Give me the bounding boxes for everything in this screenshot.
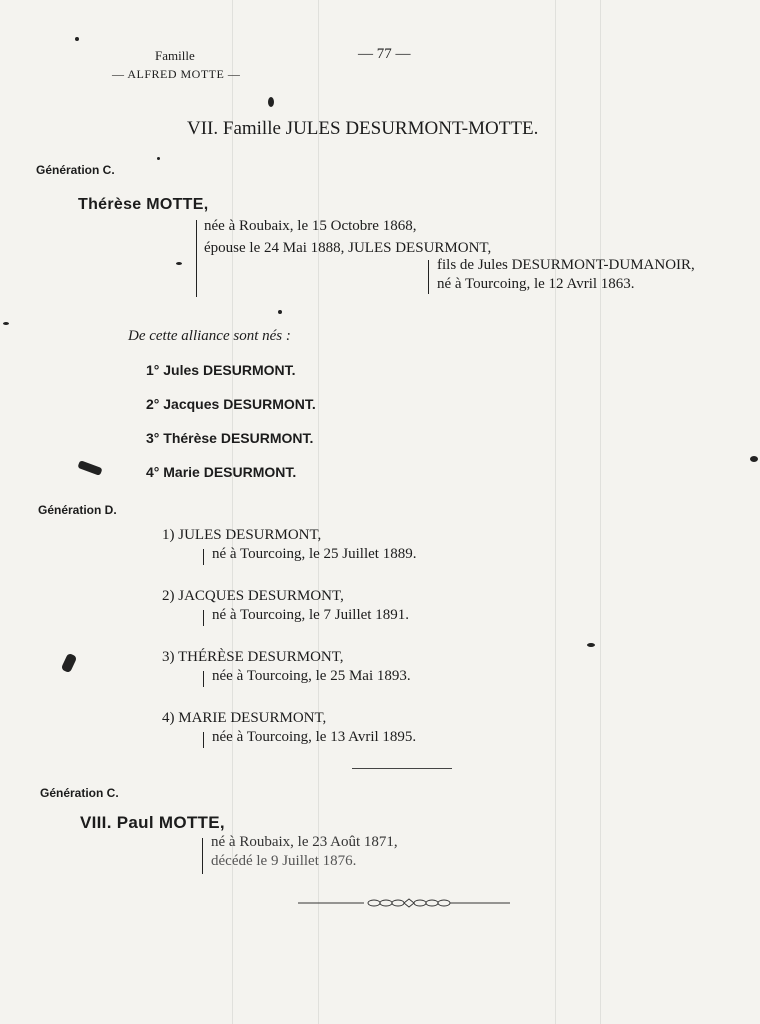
- bracket-line: [203, 549, 204, 565]
- death-record-paul: décédé le 9 Juillet 1876.: [211, 853, 357, 869]
- detail-name: 4) MARIE DESURMONT,: [162, 710, 327, 726]
- bracket-line: [428, 260, 429, 294]
- ornament-divider: [298, 896, 510, 910]
- scan-streak: [600, 0, 601, 1024]
- bracket-line: [203, 671, 204, 687]
- scan-speck: [3, 322, 9, 325]
- child-list-item: 4° Marie DESURMONT.: [146, 464, 297, 480]
- birth-record-paul: né à Roubaix, le 23 Août 1871,: [211, 834, 398, 850]
- scan-streak: [232, 0, 233, 1024]
- bracket-line: [203, 610, 204, 626]
- child-list-item: 1° Jules DESURMONT.: [146, 362, 296, 378]
- spouse-birth: né à Tourcoing, le 12 Avril 1863.: [437, 276, 635, 292]
- header-famille-name: — ALFRED MOTTE —: [112, 67, 241, 81]
- scan-speck: [587, 643, 595, 647]
- generation-c-heading-2: Génération C.: [40, 786, 119, 800]
- section-title-vii: VII. Famille JULES DESURMONT-MOTTE.: [187, 118, 539, 139]
- generation-c-heading: Génération C.: [36, 163, 115, 177]
- scan-speck: [176, 262, 182, 265]
- marriage-record: épouse le 24 Mai 1888, JULES DESURMONT,: [204, 240, 492, 256]
- detail-birth: né à Tourcoing, le 25 Juillet 1889.: [212, 546, 417, 562]
- detail-birth: né à Tourcoing, le 7 Juillet 1891.: [212, 607, 409, 623]
- spouse-parent: fils de Jules DESURMONT-DUMANOIR,: [437, 257, 695, 273]
- scan-speck: [278, 310, 282, 314]
- child-list-item: 3° Thérèse DESURMONT.: [146, 430, 314, 446]
- bracket-line: [202, 838, 203, 874]
- detail-birth: née à Tourcoing, le 25 Mai 1893.: [212, 668, 411, 684]
- person-therese-motte: Thérèse MOTTE,: [78, 196, 209, 213]
- generation-d-heading: Génération D.: [38, 503, 117, 517]
- birth-record: née à Roubaix, le 15 Octobre 1868,: [204, 218, 417, 234]
- scan-speck: [75, 37, 79, 41]
- children-intro: De cette alliance sont nés :: [128, 328, 291, 344]
- child-list-item: 2° Jacques DESURMONT.: [146, 396, 316, 412]
- header-famille-label: Famille: [155, 48, 195, 63]
- scan-speck: [61, 653, 78, 674]
- scan-speck: [750, 456, 758, 462]
- detail-birth: née à Tourcoing, le 13 Avril 1895.: [212, 729, 417, 745]
- scan-speck: [157, 157, 160, 160]
- person-paul-motte: VIII. Paul MOTTE,: [80, 813, 225, 832]
- scan-streak: [318, 0, 319, 1024]
- scan-speck: [77, 460, 102, 476]
- page-number: — 77 —: [358, 46, 411, 62]
- detail-name: 3) THÉRÈSE DESURMONT,: [162, 649, 344, 665]
- detail-name: 1) JULES DESURMONT,: [162, 527, 322, 543]
- detail-name: 2) JACQUES DESURMONT,: [162, 588, 344, 604]
- scan-speck: [268, 97, 274, 107]
- section-divider: [352, 768, 452, 769]
- bracket-line: [196, 220, 197, 297]
- scan-streak: [555, 0, 556, 1024]
- bracket-line: [203, 732, 204, 748]
